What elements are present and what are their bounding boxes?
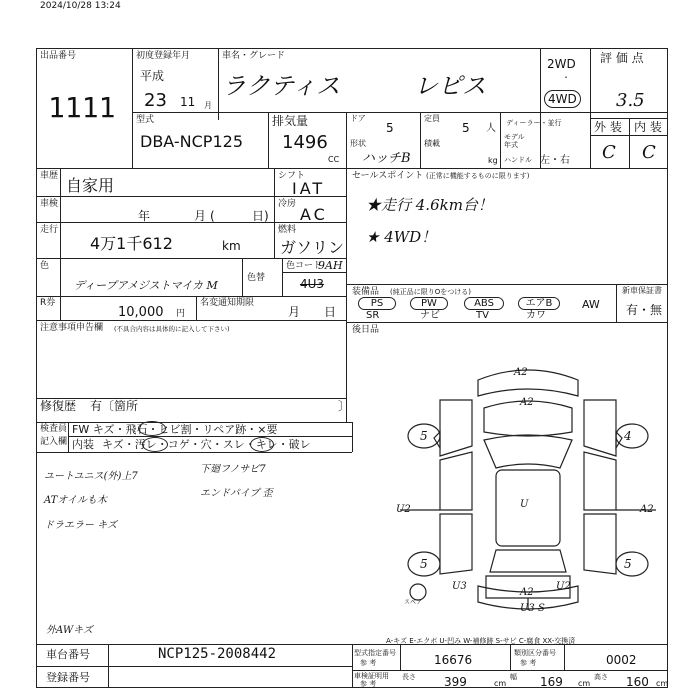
lot-label: 出品番号 — [40, 51, 77, 61]
caution-label: 注意事項申告欄 — [40, 323, 104, 333]
shape-value: ハッチB — [362, 151, 411, 166]
inspection-paren-open: ( — [210, 209, 215, 223]
history-value: 自家用 — [66, 176, 115, 195]
lot-number: 1111 — [48, 91, 116, 124]
first-reg-label: 初度登録年月 — [136, 51, 191, 61]
inspector-row1: FW キズ・飛石・ヒビ割・リペア跡・×要 — [72, 423, 278, 436]
equip-airbag: エアB — [518, 297, 560, 310]
class-number-value: 0002 — [606, 653, 637, 667]
sales-line-2: ★ 4WD！ — [366, 228, 437, 246]
color-code-new: 9AH — [318, 259, 343, 272]
damage-mark-rear-left: U3 — [452, 581, 467, 592]
first-reg-year: 23 — [144, 90, 167, 111]
load-unit: kg — [488, 156, 498, 165]
first-reg-month: 11 — [180, 95, 196, 109]
color-code-old: 4U3 — [300, 277, 325, 291]
inspector-row2-label: 内装 — [72, 438, 94, 451]
dims-height-label: 高さ — [594, 673, 608, 681]
note-6: 外AWキズ — [46, 625, 93, 636]
type-number-value: 16676 — [434, 653, 473, 667]
caution-note: (不具合内容は具体的に記入して下さい) — [114, 325, 230, 333]
shape-label: 形状 — [350, 139, 366, 148]
timestamp: 2024/10/28 13:24 — [40, 1, 121, 11]
circle-mark-yogore — [142, 437, 168, 452]
ac-label: 冷房 — [278, 199, 297, 209]
wheel-fl-mark: 5 — [420, 429, 428, 443]
dims-length: 399 — [444, 675, 467, 689]
capacity-unit: 人 — [486, 123, 496, 134]
repair-value: 有〔箇所 — [90, 399, 139, 413]
recycle-label: R券 — [40, 298, 56, 308]
equip-tv: TV — [476, 310, 489, 321]
note-3: ドラエラー キズ — [44, 520, 117, 531]
equip-aw: AW — [582, 298, 600, 311]
warranty-label: 新車保証書 — [622, 286, 662, 295]
equip-leather: カワ — [526, 310, 546, 321]
dims-length-unit: cm — [494, 679, 507, 688]
model-year-label-2: 年式 — [504, 141, 518, 149]
first-reg-month-unit: 月 — [204, 101, 212, 110]
rating-label: 評 価 点 — [600, 51, 644, 65]
drive-sep: ・ — [562, 73, 570, 82]
repair-close: 〕 — [338, 399, 351, 413]
recycle-unit: 円 — [176, 309, 186, 319]
color-value: ディープアメジストマイカ M — [74, 279, 218, 292]
doors-label: ドア — [350, 114, 366, 123]
note-5: エンドパイプ 歪 — [200, 488, 273, 499]
color-swap-label: 色替 — [247, 273, 266, 283]
notice-month: 月 — [288, 305, 301, 319]
dims-width: 169 — [540, 675, 563, 689]
exterior-label: 外 装 — [594, 120, 622, 134]
drive-4wd-circled: 4WD — [544, 90, 581, 108]
class-number-label: 類別区分番号 — [514, 649, 556, 657]
interior-label: 内 装 — [634, 120, 662, 134]
circle-mark-sure — [250, 437, 274, 452]
note-1: ユートユニス(外)上7 — [44, 471, 138, 482]
wheel-fr-mark: 4 — [624, 429, 632, 443]
dims-height-unit: cm — [656, 679, 669, 688]
handle-value: 左・右 — [540, 155, 570, 166]
damage-mark-front-bumper: A2 — [514, 367, 528, 378]
displacement-unit: CC — [328, 155, 340, 164]
fuel-label: 燃料 — [278, 225, 297, 235]
car-name: ラクティス — [222, 72, 341, 100]
equipment-label: 装備品 — [352, 287, 380, 297]
damage-mark-right: A2 — [640, 504, 654, 515]
capacity-label: 定員 — [424, 114, 440, 123]
note-2: ATオイルも木 — [44, 495, 107, 506]
equipment-note: (純正品に限りOをつける) — [390, 288, 471, 296]
dims-label: 車検証明用 — [354, 672, 389, 680]
notice-label: 名変通知期限 — [200, 298, 255, 308]
registration-label: 登録番号 — [46, 671, 90, 684]
inspector-row2: キズ・汚レ・コゲ・穴・スレ・キレ・破レ — [102, 438, 311, 451]
type-number-label: 型式指定番号 — [354, 649, 396, 657]
equip-pw: PW — [410, 297, 448, 310]
sales-note: (正常に機能するものに限ります) — [426, 172, 530, 180]
circle-mark-hisseki — [138, 421, 166, 436]
model-year-label-1: モデル — [504, 133, 525, 141]
inspection-day: 日 — [252, 209, 265, 223]
damage-mark-hood: A2 — [520, 397, 534, 408]
dims-width-label: 幅 — [510, 673, 517, 681]
wheel-rl-mark: 5 — [420, 557, 428, 571]
repair-label: 修復歴 — [40, 399, 77, 413]
capacity-value: 5 — [462, 121, 470, 135]
damage-mark-roof: U — [520, 499, 529, 510]
rating-value: 3.5 — [616, 90, 645, 111]
sales-label: セールスポイント — [352, 171, 424, 181]
damage-legend: A-キズ E-エクボ U-凹み W-補修跡 S-サビ C-腐食 XX-交換済 — [386, 637, 576, 645]
wheel-rr-mark: 5 — [624, 557, 632, 571]
color-label: 色 — [40, 261, 50, 271]
note-4: 下廻フノサビ7 — [200, 464, 266, 475]
model-type-label: 型式 — [136, 115, 155, 125]
dims-length-label: 長さ — [402, 673, 416, 681]
inspection-paren-close: ) — [264, 209, 269, 223]
first-reg-era: 平成 — [140, 69, 165, 83]
history-label: 車歴 — [40, 171, 59, 181]
displacement-value: 1496 — [282, 132, 328, 153]
dims-sub: 参 考 — [360, 680, 377, 688]
load-label: 積載 — [424, 139, 440, 148]
type-number-sub: 参 考 — [360, 659, 377, 667]
interior-value: C — [642, 142, 656, 163]
spare-label: スペア — [404, 599, 423, 606]
doors-value: 5 — [386, 121, 394, 135]
displacement-label: 排気量 — [272, 114, 309, 128]
sales-line-1: ★走行 4.6km台！ — [366, 196, 493, 214]
car-name-label: 車名・グレード — [222, 51, 286, 61]
warranty-value: 有・無 — [626, 303, 663, 317]
fuel-value: ガソリン — [280, 238, 345, 257]
damage-mark-rear: A2 — [520, 587, 534, 598]
inspector-label-2: 記入欄 — [40, 437, 68, 447]
exterior-value: C — [602, 142, 616, 163]
class-number-sub: 参 考 — [520, 659, 537, 667]
inspection-label: 車検 — [40, 199, 59, 209]
shift-label: シフト — [278, 171, 306, 181]
damage-mark-rear-right: U2 — [556, 581, 571, 592]
recycle-value: 10,000 — [118, 305, 164, 320]
vin-value: NCP125-2008442 — [158, 646, 277, 662]
drive-2wd: 2WD — [547, 57, 576, 71]
damage-mark-rear-bumper: U3 S — [520, 603, 545, 614]
shift-value: IAT — [292, 179, 326, 198]
inspector-label-1: 検査員 — [40, 424, 68, 434]
vin-label: 車台番号 — [46, 648, 90, 661]
equip-sr: SR — [366, 310, 380, 321]
inspection-year: 年 — [138, 209, 151, 223]
dims-height: 160 — [626, 675, 649, 689]
color-code-label: 色コード — [286, 261, 323, 271]
mileage-unit: km — [222, 239, 241, 253]
model-type-value: DBA-NCP125 — [140, 132, 243, 151]
damage-mark-left: U2 — [396, 504, 411, 515]
inspection-month: 月 — [194, 209, 207, 223]
mileage-value: 4万1千612 — [90, 234, 173, 253]
notice-day: 日 — [324, 305, 337, 319]
car-grade: レピス — [414, 72, 486, 100]
mileage-label: 走行 — [40, 225, 59, 235]
ac-value: AC — [300, 205, 328, 224]
equip-navi: ナビ — [420, 310, 440, 321]
dealer-label: ディーラー・並行 — [506, 119, 562, 127]
dims-width-unit: cm — [578, 679, 591, 688]
equip-abs: ABS — [464, 297, 504, 310]
rear-label: 後日品 — [352, 325, 380, 335]
handle-label: ハンドル — [504, 156, 532, 164]
equip-ps: PS — [358, 297, 396, 310]
